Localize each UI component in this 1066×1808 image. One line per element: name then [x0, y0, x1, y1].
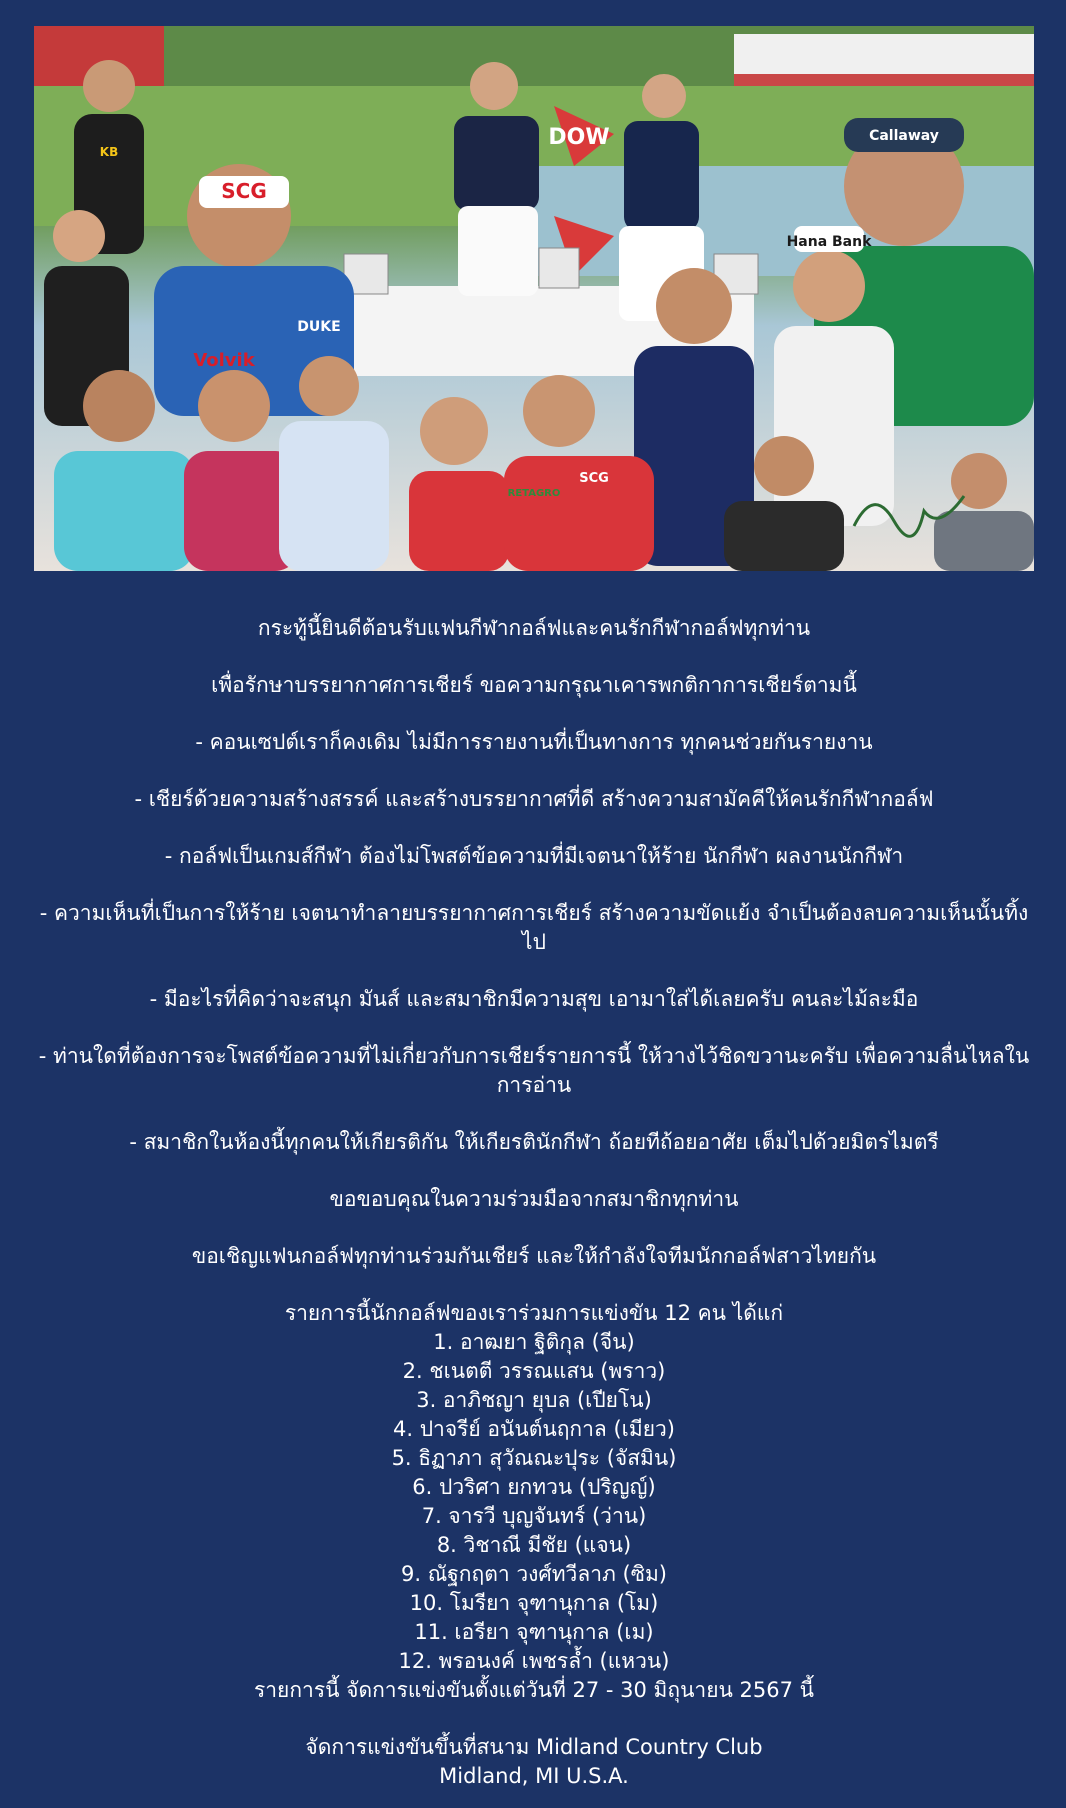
- invite-text: ขอเชิญแฟนกอล์ฟทุกท่านร่วมกันเชียร์ และให้กำลังใจทีมนักกอล์ฟสาวไทยกัน: [191, 1244, 877, 1268]
- hanabank-logo: Hana Bank: [786, 234, 872, 250]
- player-item: 12. พรอนงค์ เพชรล้ำ (แหวน): [398, 1649, 670, 1673]
- player-item: 6. ปวริศา ยกทวน (ปริญญ์): [412, 1475, 656, 1499]
- rule-item: - สมาชิกในห้องนี้ทุกคนให้เกียรติกัน ให้เกียรตินักกีฬา ถ้อยทีถ้อยอาศัย เต็มไปด้วยมิตรไมตรี: [129, 1130, 939, 1154]
- location-text: Midland, MI U.S.A.: [439, 1764, 629, 1788]
- kb-logo: KB: [99, 145, 119, 159]
- banner-collage: [34, 26, 1034, 571]
- rule-item: - ความเห็นที่เป็นการให้ร้าย เจตนาทำลายบรรยากาศการเชียร์ สร้างความขัดแย้ง จำเป็นต้องลบความเห็นนั้นทิ้งไป: [39, 901, 1029, 954]
- player-item: 10. โมรียา จุฑานุกาล (โม): [409, 1591, 659, 1615]
- rules-intro-text: เพื่อรักษาบรรยากาศการเชียร์ ขอความกรุณาเคารพกติกาการเชียร์ตามนี้: [211, 673, 857, 697]
- player-item: 9. ณัฐกฤตา วงศ์ทวีลาภ (ซิม): [401, 1562, 667, 1586]
- callaway-logo: Callaway: [869, 128, 939, 144]
- venue-text: จัดการแข่งขันขึ้นที่สนาม Midland Country Club: [305, 1735, 763, 1759]
- volvik-logo: Volvik: [193, 350, 255, 371]
- duke-logo: DUKE: [297, 319, 341, 335]
- scg-logo: SCG: [579, 471, 609, 486]
- player-item: 8. วิชาณี มีชัย (แจน): [436, 1533, 632, 1557]
- dow-logo: DOW: [548, 125, 610, 150]
- player-item: 2. ชเนตตี วรรณแสน (พราว): [402, 1359, 666, 1383]
- player-figure: [409, 397, 509, 571]
- players-section: [34, 1299, 1034, 1705]
- thanks-text: ขอขอบคุณในความร่วมมือจากสมาชิกทุกท่าน: [329, 1187, 739, 1211]
- player-item: 5. ธิฏาภา สุวัณณะปุระ (จัสมิน): [391, 1446, 677, 1470]
- rule-item: - คอนเซปต์เราก็คงเดิม ไม่มีการรายงานที่เป็นทางการ ทุกคนช่วยกันรายงาน: [195, 730, 873, 754]
- player-item: 11. เอรียา จุฑานุกาล (เม): [414, 1620, 654, 1644]
- grandstand: [734, 34, 1034, 74]
- venue-section: [34, 1733, 1034, 1791]
- retagro-logo: RETAGRO: [507, 488, 561, 499]
- rule-item: - ท่านใดที่ต้องการจะโพสต์ข้อความที่ไม่เกี่ยวกับการเชียร์รายการนี้ ให้วางไว้ชิดขวานะครับ เพื่อความลื่นไหลในการอ่าน: [38, 1044, 1030, 1097]
- trophy: [539, 248, 579, 288]
- players-intro-text: รายการนี้นักกอล์ฟของเราร่วมการแข่งขัน 12 คน ได้แก่: [284, 1301, 784, 1325]
- welcome-text: กระทู้นี้ยินดีต้อนรับแฟนกีฬากอล์ฟและคนรักกีฬากอล์ฟทุกท่าน: [257, 616, 811, 640]
- post-body: [34, 614, 1034, 1791]
- schedule-text: รายการนี้ จัดการแข่งขันตั้งแต่วันที่ 27 - 30 มิถุนายน 2567 นี้: [253, 1678, 815, 1702]
- banner-image: [34, 26, 1034, 571]
- player-item: 1. อาฒยา ฐิติกุล (จีน): [433, 1330, 635, 1354]
- scg-logo: SCG: [221, 179, 267, 203]
- player-item: 4. ปาจรีย์ อนันต์นฤกาล (เมียว): [393, 1417, 675, 1441]
- player-item: 3. อาภิชญา ยุบล (เปียโน): [416, 1388, 652, 1412]
- rule-item: - มีอะไรที่คิดว่าจะสนุก มันส์ และสมาชิกมีความสุข เอามาใส่ได้เลยครับ คนละไม้ละมือ: [149, 987, 919, 1011]
- player-item: 7. จารวี บุญจันทร์ (ว่าน): [421, 1504, 647, 1528]
- rule-item: - กอล์ฟเป็นเกมส์กีฬา ต้องไม่โพสต์ข้อความที่มีเจตนาให้ร้าย นักกีฬา ผลงานนักกีฬา: [164, 844, 904, 868]
- players-list: [34, 1328, 1034, 1676]
- rule-item: - เชียร์ด้วยความสร้างสรรค์ และสร้างบรรยากาศที่ดี สร้างความสามัคคีให้คนรักกีฬากอล์ฟ: [134, 787, 934, 811]
